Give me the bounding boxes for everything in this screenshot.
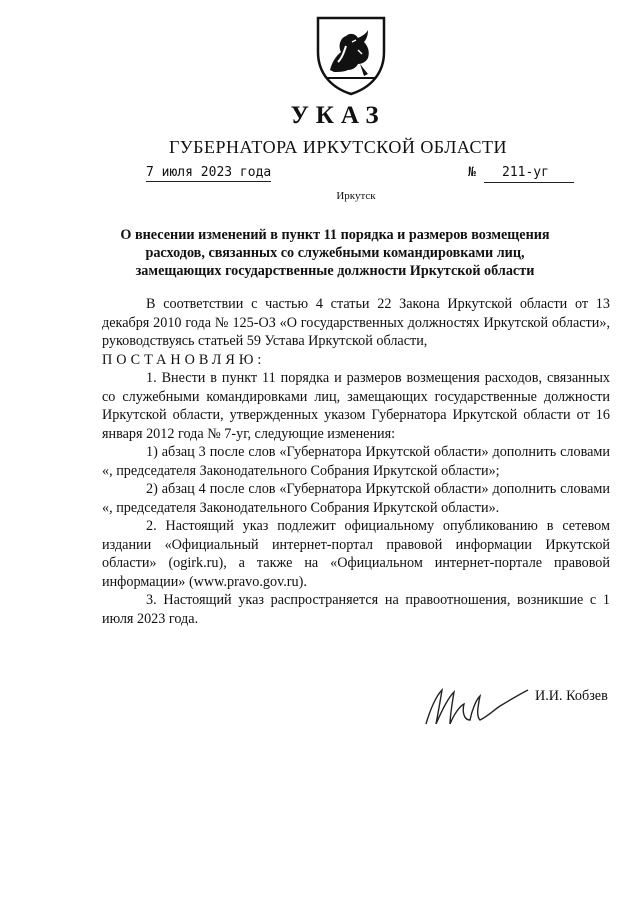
document-subtitle: ГУБЕРНАТОРА ИРКУТСКОЙ ОБЛАСТИ — [168, 137, 508, 157]
heading-line: замещающих государственные должности Иркутской области — [135, 263, 535, 279]
subclause-2-paragraph: 2) абзац 4 после слов «Губернатора Иркутской области» дополнить словами «, председателя Законодательного Собрания Иркутской области». — [102, 481, 610, 516]
city-name: Иркутск — [336, 190, 376, 202]
document-title: УКАЗ — [290, 102, 386, 129]
decree-body — [102, 295, 610, 628]
heading-line: расходов, связанных со служебными командировками лиц, — [145, 245, 525, 261]
coat-of-arms-icon — [308, 12, 394, 98]
preamble-paragraph: В соответствии с частью 4 статьи 22 Закона Иркутской области от 13 декабря 2010 года № 125-ОЗ «О государственных должностях Иркутской области», руководствуясь статьей 59 Устава Иркутской области, — [102, 296, 610, 349]
clause-3-paragraph: 3. Настоящий указ распространяется на правоотношения, возникшие с 1 июля 2023 года. — [102, 592, 610, 627]
number-underline — [484, 182, 574, 183]
date-field — [146, 165, 271, 180]
signer-name: И.И. Кобзев — [535, 688, 608, 704]
heading-line: О внесении изменений в пункт 11 порядка и размеров возмещения — [120, 227, 550, 243]
clause-1-paragraph: 1. Внести в пункт 11 порядка и размеров возмещения расходов, связанных со служебными командировками лиц, замещающих государственные должности Иркутской области, утвержденных указом Губернатора Иркутской области от 16 января 2012 года № 7-уг, следующие изменения: — [102, 370, 610, 442]
clause-2-paragraph: 2. Настоящий указ подлежит официальному опубликованию в сетевом издании «Официальный интернет-портал правовой информации Иркутской области» (ogirk.ru), а также на «Официальном интернет-портале правовой информации» (www.pravo.gov.ru). — [102, 518, 610, 590]
decree-word: ПОСТАНОВЛЯЮ: — [102, 351, 266, 368]
decree-heading — [100, 226, 570, 280]
date-underline — [146, 181, 271, 182]
decree-date: 7 июля 2023 года — [146, 165, 272, 180]
subclause-1-paragraph: 1) абзац 3 после слов «Губернатора Иркутской области» дополнить словами «, председателя Законодательного Собрания Иркутской области»; — [102, 444, 610, 479]
handwritten-signature-icon — [420, 680, 530, 730]
number-sign: № — [468, 165, 476, 180]
decree-number: 211-уг — [502, 165, 549, 180]
